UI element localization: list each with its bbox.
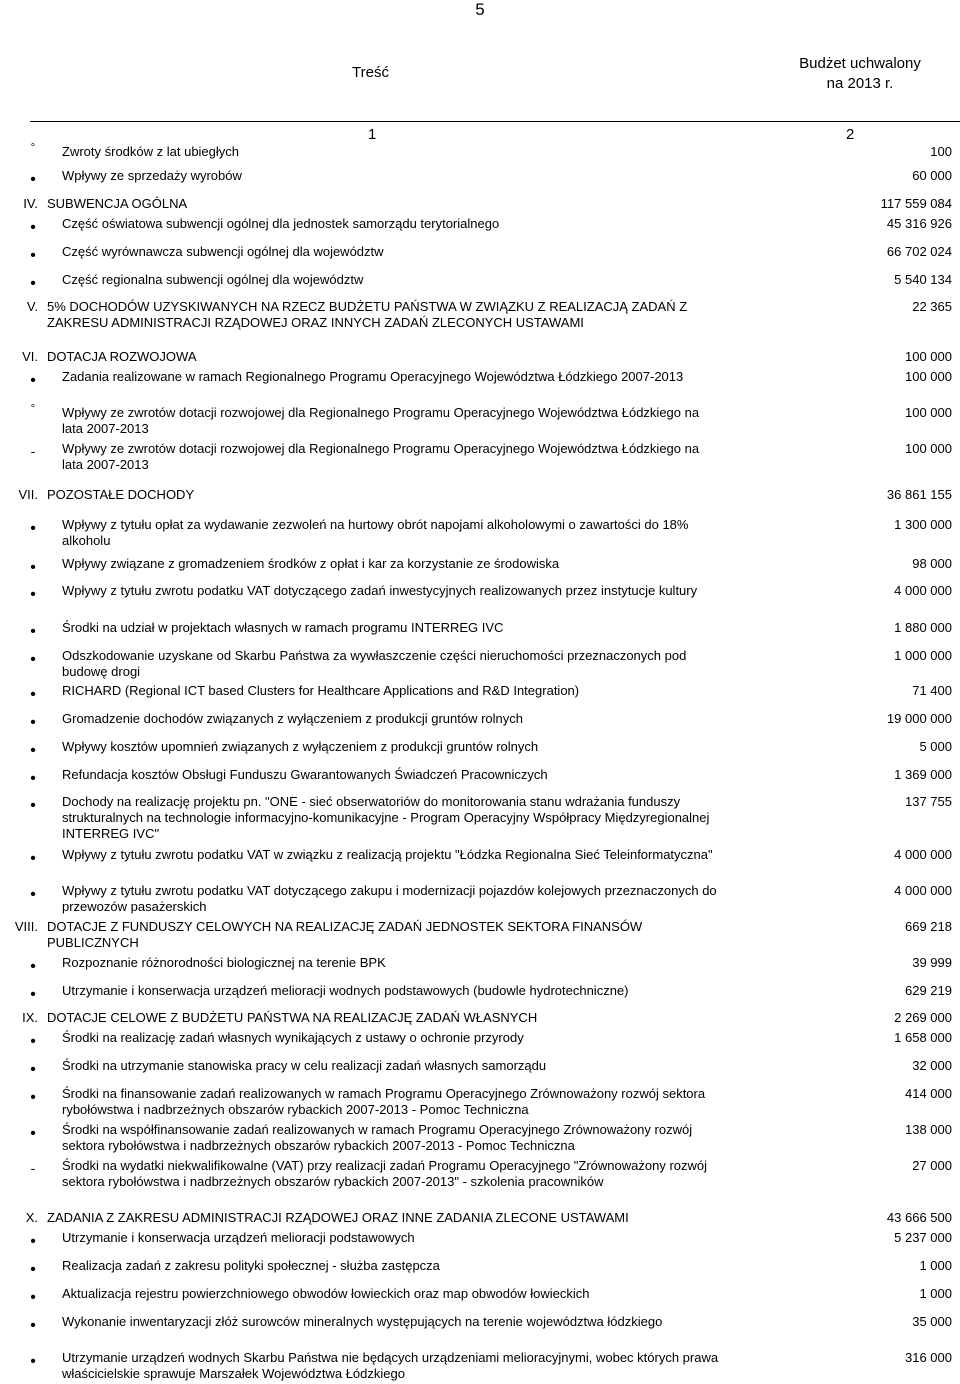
row-label: Odszkodowanie uzyskane od Skarbu Państwa za wywłaszczenie części nieruchomości przeznaczonych pod budowę drogi bbox=[62, 648, 687, 679]
row-value: 66 702 024 bbox=[886, 244, 952, 259]
dot-bullet-icon: • bbox=[30, 171, 36, 188]
row-label: Część regionalna subwencji ogólnej dla województw bbox=[62, 272, 364, 287]
row-value: 629 219 bbox=[905, 983, 952, 998]
row-value: 5 540 134 bbox=[894, 272, 952, 287]
dot-bullet-icon: • bbox=[30, 770, 36, 787]
section-number: X. bbox=[25, 1210, 38, 1225]
dot-bullet-icon: • bbox=[30, 1317, 36, 1334]
row-value: 414 000 bbox=[905, 1086, 952, 1101]
row-value: 316 000 bbox=[905, 1350, 952, 1365]
row-value: 35 000 bbox=[912, 1314, 952, 1329]
row-value: 1 000 bbox=[919, 1258, 952, 1273]
row-label: Wpływy związane z gromadzeniem środków z opłat i kar za korzystanie ze środowiska bbox=[62, 556, 560, 571]
row-value: 1 880 000 bbox=[894, 620, 952, 635]
section-number: V. bbox=[26, 299, 38, 314]
row-value: 98 000 bbox=[912, 556, 952, 571]
row-label: Wpływy z tytułu opłat za wydawanie zezwoleń na hurtowy obrót napojami alkoholowymi o zawartości do 18% alkoholu bbox=[62, 517, 689, 548]
row-label: 5% DOCHODÓW UZYSKIWANYCH NA RZECZ BUDŻETU PAŃSTWA W ZWIĄZKU Z REALIZACJĄ ZADAŃ Z ZAKRESU ADMINISTRACJI RZĄDOWEJ ORAZ INNYCH ZADAŃ ZLECONYCH USTAWAMI bbox=[47, 299, 688, 330]
dot-bullet-icon: • bbox=[30, 372, 36, 389]
row-label: DOTACJE Z FUNDUSZY CELOWYCH NA REALIZACJĘ ZADAŃ JEDNOSTEK SEKTORA FINANSÓW PUBLICZNYCH bbox=[47, 919, 643, 950]
row-label: Wpływy z tytułu zwrotu podatku VAT dotyczącego zadań inwestycyjnych realizowanych przez instytucje kultury bbox=[62, 583, 698, 598]
row-value: 45 316 926 bbox=[886, 216, 952, 231]
dot-bullet-icon: • bbox=[30, 742, 36, 759]
dot-bullet-icon: • bbox=[30, 850, 36, 867]
row-value: 137 755 bbox=[905, 794, 952, 809]
dot-bullet-icon: • bbox=[30, 1353, 36, 1370]
row-value: 4 000 000 bbox=[894, 583, 952, 598]
row-label: Wpływy ze zwrotów dotacji rozwojowej dla Regionalnego Programu Operacyjnego Województwa Łódzkiego na lata 2007-2013 bbox=[62, 405, 700, 436]
row-label: DOTACJA ROZWOJOWA bbox=[47, 349, 197, 364]
row-label: Zwroty środków z lat ubiegłych bbox=[62, 144, 240, 159]
column-header-budget: Budżet uchwalony na 2013 r. bbox=[799, 55, 921, 92]
row-value: 1 300 000 bbox=[894, 517, 952, 532]
row-label: Wpływy z tytułu zwrotu podatku VAT w związku z realizacją projektu "Łódzka Regionalna Sieć Teleinformatyczna" bbox=[62, 847, 713, 862]
dot-bullet-icon: • bbox=[30, 520, 36, 537]
row-label: Dochody na realizację projektu pn. "ONE - sieć obserwatoriów do monitorowania stanu wdrażania funduszy strukturalnych na technologie informacyjno-komunikacyjne - Program Operacyjny Współpracy Międzyregionalnej INTERREG IVC" bbox=[62, 794, 710, 841]
row-value: 2 269 000 bbox=[894, 1010, 952, 1025]
column-number-1: 1 bbox=[368, 126, 377, 143]
row-value: 100 000 bbox=[905, 349, 952, 364]
dot-bullet-icon: • bbox=[30, 714, 36, 731]
section-number: IX. bbox=[22, 1010, 38, 1025]
dot-bullet-icon: • bbox=[30, 1233, 36, 1250]
dot-bullet-icon: • bbox=[30, 886, 36, 903]
row-value: 39 999 bbox=[912, 955, 952, 970]
dot-bullet-icon: • bbox=[30, 958, 36, 975]
row-label: Realizacja zadań z zakresu polityki społecznej - służba zastępcza bbox=[62, 1258, 440, 1273]
dash-bullet-icon: - bbox=[30, 443, 36, 459]
row-label: Utrzymanie i konserwacja urządzeń melioracji podstawowych bbox=[62, 1230, 415, 1245]
row-value: 19 000 000 bbox=[886, 711, 952, 726]
row-label: Rozpoznanie różnorodności biologicznej na terenie BPK bbox=[62, 955, 386, 970]
row-label: Środki na finansowanie zadań realizowanych w ramach Programu Operacyjnego Zrównoważony rozwój sektora rybołówstwa i nadbrzeżnych obszarów rybackich 2007-2013 - Pomoc Techniczna bbox=[62, 1086, 706, 1117]
row-label: SUBWENCJA OGÓLNA bbox=[47, 196, 188, 211]
dot-bullet-icon: • bbox=[30, 651, 36, 668]
row-value: 32 000 bbox=[912, 1058, 952, 1073]
circle-bullet-icon: ° bbox=[30, 403, 36, 415]
dash-bullet-icon: - bbox=[30, 1160, 36, 1176]
row-label: Utrzymanie i konserwacja urządzeń melioracji wodnych podstawowych (budowle hydrotechniczne) bbox=[62, 983, 629, 998]
row-value: 22 365 bbox=[912, 299, 952, 314]
row-value: 60 000 bbox=[912, 168, 952, 183]
dot-bullet-icon: • bbox=[30, 219, 36, 236]
page-number: 5 bbox=[475, 0, 485, 19]
row-label: Zadania realizowane w ramach Regionalnego Programu Operacyjnego Województwa Łódzkiego 2007-2013 bbox=[62, 369, 684, 384]
row-value: 100 000 bbox=[905, 441, 952, 456]
dot-bullet-icon: • bbox=[30, 1089, 36, 1106]
dot-bullet-icon: • bbox=[30, 797, 36, 814]
row-value: 4 000 000 bbox=[894, 847, 952, 862]
section-number: VII. bbox=[18, 487, 38, 502]
row-value: 100 000 bbox=[905, 369, 952, 384]
row-value: 36 861 155 bbox=[886, 487, 952, 502]
row-value: 1 000 bbox=[919, 1286, 952, 1301]
row-label: Część wyrównawcza subwencji ogólnej dla województw bbox=[62, 244, 384, 259]
section-number: VIII. bbox=[14, 919, 38, 934]
column-header-title: Treść bbox=[352, 64, 389, 81]
row-value: 27 000 bbox=[912, 1158, 952, 1173]
row-label: POZOSTAŁE DOCHODY bbox=[47, 487, 195, 502]
row-value: 5 000 bbox=[919, 739, 952, 754]
row-label: Wpływy kosztów upomnień związanych z wyłączeniem z produkcji gruntów rolnych bbox=[62, 739, 539, 754]
dot-bullet-icon: • bbox=[30, 1125, 36, 1142]
row-label: Refundacja kosztów Obsługi Funduszu Gwarantowanych Świadczeń Pracowniczych bbox=[62, 767, 548, 782]
row-label: Środki na realizację zadań własnych wynikających z ustawy o ochronie przyrody bbox=[62, 1030, 524, 1045]
row-label: Część oświatowa subwencji ogólnej dla jednostek samorządu terytorialnego bbox=[62, 216, 500, 231]
dot-bullet-icon: • bbox=[30, 986, 36, 1003]
row-label: Środki na wydatki niekwalifikowalne (VAT) przy realizacji zadań Programu Operacyjnego "Zrównoważony rozwój sektora rybołówstwa i nadbrzeżnych obszarów rybackich 2007-2013" - szkolenia pracowników bbox=[62, 1158, 708, 1189]
row-value: 1 000 000 bbox=[894, 648, 952, 663]
row-label: Środki na utrzymanie stanowiska pracy w celu realizacji zadań własnych samorządu bbox=[62, 1058, 547, 1073]
dot-bullet-icon: • bbox=[30, 559, 36, 576]
row-label: DOTACJE CELOWE Z BUDŻETU PAŃSTWA NA REALIZACJĘ ZADAŃ WŁASNYCH bbox=[47, 1010, 538, 1025]
row-label: Środki na współfinansowanie zadań realizowanych w ramach Programu Operacyjnego Zrównoważony rozwój sektora rybołówstwa i nadbrzeżnych obszarów rybackich 2007-2013 - Pomoc Techniczna bbox=[62, 1122, 693, 1153]
dot-bullet-icon: • bbox=[30, 247, 36, 264]
row-label: ZADANIA Z ZAKRESU ADMINISTRACJI RZĄDOWEJ ORAZ INNE ZADANIA ZLECONE USTAWAMI bbox=[47, 1210, 629, 1225]
row-value: 100 000 bbox=[905, 405, 952, 420]
row-label: Gromadzenie dochodów związanych z wyłączeniem z produkcji gruntów rolnych bbox=[62, 711, 523, 726]
row-value: 117 559 084 bbox=[880, 196, 952, 211]
row-label: Wpływy z tytułu zwrotu podatku VAT dotyczącego zakupu i modernizacji pojazdów kolejowych przeznaczonych do przewozów pasażerskich bbox=[62, 883, 717, 914]
dot-bullet-icon: • bbox=[30, 1289, 36, 1306]
row-value: 43 666 500 bbox=[886, 1210, 952, 1225]
dot-bullet-icon: • bbox=[30, 686, 36, 703]
row-value: 71 400 bbox=[912, 683, 952, 698]
dot-bullet-icon: • bbox=[30, 1033, 36, 1050]
circle-bullet-icon: ° bbox=[30, 142, 36, 154]
dot-bullet-icon: • bbox=[30, 1061, 36, 1078]
row-label: Wpływy ze zwrotów dotacji rozwojowej dla Regionalnego Programu Operacyjnego Województwa Łódzkiego na lata 2007-2013 bbox=[62, 441, 700, 472]
row-label: Wykonanie inwentaryzacji złóż surowców mineralnych występujących na terenie województwa łódzkiego bbox=[62, 1314, 663, 1329]
row-value: 138 000 bbox=[905, 1122, 952, 1137]
row-label: Wpływy ze sprzedaży wyrobów bbox=[62, 168, 242, 183]
row-value: 100 bbox=[930, 144, 952, 159]
section-number: VI. bbox=[22, 349, 38, 364]
row-value: 669 218 bbox=[905, 919, 952, 934]
row-label: RICHARD (Regional ICT based Clusters for Healthcare Applications and R&D Integration) bbox=[62, 683, 580, 698]
header-divider bbox=[30, 121, 960, 122]
column-number-2: 2 bbox=[846, 126, 855, 143]
dot-bullet-icon: • bbox=[30, 275, 36, 292]
row-value: 4 000 000 bbox=[894, 883, 952, 898]
dot-bullet-icon: • bbox=[30, 586, 36, 603]
row-value: 5 237 000 bbox=[894, 1230, 952, 1245]
row-value: 1 658 000 bbox=[894, 1030, 952, 1045]
dot-bullet-icon: • bbox=[30, 1261, 36, 1278]
row-label: Aktualizacja rejestru powierzchniowego obwodów łowieckich oraz map obwodów łowieckich bbox=[62, 1286, 590, 1301]
dot-bullet-icon: • bbox=[30, 623, 36, 640]
row-label: Utrzymanie urządzeń wodnych Skarbu Państwa nie będących urządzeniami melioracyjnymi, wobec których prawa właścicielskie sprawuje Marszałek Województwa Łódzkiego bbox=[62, 1350, 719, 1381]
row-value: 1 369 000 bbox=[894, 767, 952, 782]
section-number: IV. bbox=[23, 196, 38, 211]
row-label: Środki na udział w projektach własnych w ramach programu INTERREG IVC bbox=[62, 620, 504, 635]
